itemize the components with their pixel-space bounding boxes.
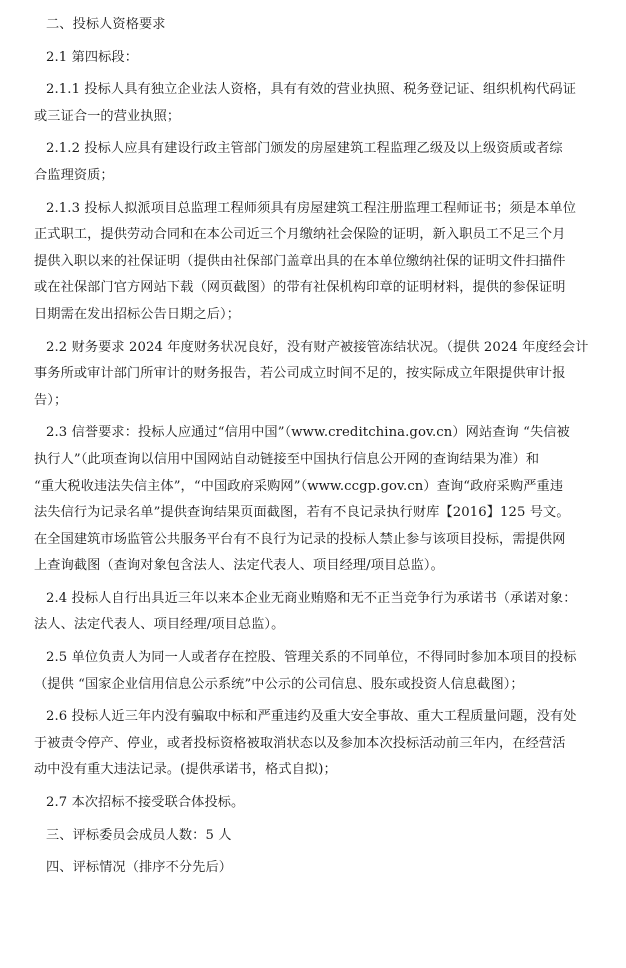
text-line: 2.2 财务要求 2024 年度财务状况良好，没有财产被接管冻结状况。（提供 2024 年度经会计 bbox=[46, 339, 589, 355]
text-line: 三、评标委员会成员人数：5 人 bbox=[46, 827, 232, 843]
text-line: 于被责令停产、停业，或者投标资格被取消状态以及参加本次投标活动前三年内，在经营活 bbox=[34, 735, 566, 751]
text-line: 2.1.3 投标人拟派项目总监理工程师须具有房屋建筑工程注册监理工程师证书；须是本单位 bbox=[46, 200, 576, 216]
text-line: 在全国建筑市场监管公共服务平台有不良行为记录的投标人禁止参与该项目投标，需提供网 bbox=[34, 531, 566, 547]
text-line: 法失信行为记录名单”提供查询结果页面截图，若有不良记录执行财库【2016】125 号文。 bbox=[34, 505, 570, 521]
text-line: 四、评标情况（排序不分先后） bbox=[46, 860, 233, 876]
text-line: 或在社保部门官方网站下载（网页截图）的带有社保机构印章的证明材料，提供的参保证明 bbox=[34, 280, 566, 296]
text-line: 法人、法定代表人、项目经理/项目总监）。 bbox=[34, 617, 285, 633]
text-line: 执行人”（此项查询以信用中国网站自动链接至中国执行信息公开网的查询结果为准）和 bbox=[34, 451, 540, 467]
text-line: 正式职工，提供劳动合同和在本公司近三个月缴纳社会保险的证明，新入职员工不足三个月 bbox=[34, 227, 566, 243]
text-line: 2.6 投标人近三年内没有骗取中标和严重违约及重大安全事故、重大工程质量问题，没有处 bbox=[46, 709, 577, 725]
text-line: 合监理资质； bbox=[34, 167, 114, 183]
text-line: 2.3 信誉要求：投标人应通过“信用中国”（www.creditchina.gov.cn）网站查询 “失信被 bbox=[46, 425, 570, 441]
text-line: 2.1.2 投标人应具有建设行政主管部门颁发的房屋建筑工程监理乙级及以上级资质或者综 bbox=[46, 141, 563, 157]
text-line: 2.1 第四标段： bbox=[46, 49, 139, 65]
text-line: 上查询截图（查询对象包含法人、法定代表人、项目经理/项目总监）。 bbox=[34, 558, 444, 574]
text-line: 动中没有重大违法记录。(提供承诺书，格式自拟)； bbox=[34, 762, 337, 778]
text-line: 告）； bbox=[34, 392, 68, 408]
text-line: 或三证合一的营业执照； bbox=[34, 108, 181, 124]
text-line: 2.1.1 投标人具有独立企业法人资格，具有有效的营业执照、税务登记证、组织机构代码证 bbox=[46, 82, 576, 98]
text-line: （提供 “国家企业信用信息公示系统”中公示的公司信息、股东或投资人信息截图）； bbox=[34, 676, 524, 692]
text-line: 2.7 本次招标不接受联合体投标。 bbox=[46, 795, 245, 811]
text-line: 2.4 投标人自行出具近三年以来本企业无商业贿赂和无不正当竞争行为承诺书（承诺对象： bbox=[46, 590, 577, 606]
text-line: 二、投标人资格要求 bbox=[46, 17, 166, 32]
text-line: “重大税收违法失信主体”，“中国政府采购网”（www.ccgp.gov.cn）查询“政府采购严重违 bbox=[34, 478, 564, 494]
text-line: 2.5 单位负责人为同一人或者存在控股、管理关系的不同单位，不得同时参加本项目的投标 bbox=[46, 650, 577, 666]
text-line: 事务所或审计部门所审计的财务报告，若公司成立时间不足的，按实际成立年限提供审计报 bbox=[34, 366, 566, 382]
text-line: 提供入职以来的社保证明（提供由社保部门盖章出具的在本单位缴纳社保的证明文件扫描件 bbox=[34, 253, 566, 269]
text-line: 日期需在发出招标公告日期之后）； bbox=[34, 306, 240, 322]
